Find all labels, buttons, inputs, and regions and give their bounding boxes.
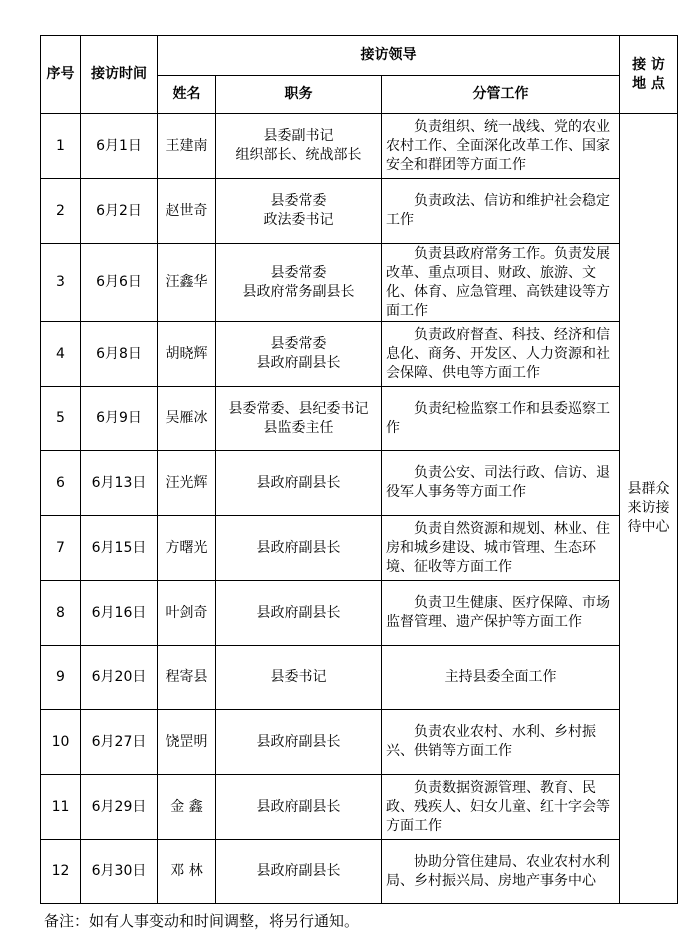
cell-position: 县政府副县长 [216,710,382,775]
cell-name: 叶剑奇 [158,581,216,646]
cell-name: 王建南 [158,114,216,179]
cell-name: 汪鑫华 [158,244,216,322]
cell-seq: 10 [41,710,81,775]
cell-date: 6月29日 [81,775,158,840]
table-row [41,322,678,387]
cell-seq: 5 [41,387,81,451]
cell-duties: 负责县政府常务工作。负责发展改革、重点项目、财政、旅游、文化、体育、应急管理、高铁建设等方面工作 [382,244,620,322]
table-row [41,710,678,775]
cell-date: 6月13日 [81,451,158,516]
cell-date: 6月8日 [81,322,158,387]
cell-date: 6月9日 [81,387,158,451]
cell-date: 6月15日 [81,516,158,581]
header-leader-group: 接访领导 [158,36,620,76]
cell-duties: 协助分管住建局、农业农村水利局、乡村振兴局、房地产事务中心 [382,840,620,904]
header-duties: 分管工作 [382,76,620,114]
table-row [41,179,678,244]
cell-duties: 负责政法、信访和维护社会稳定工作 [382,179,620,244]
cell-name: 胡晓辉 [158,322,216,387]
cell-seq: 6 [41,451,81,516]
cell-name: 赵世奇 [158,179,216,244]
cell-duties: 负责农业农村、水利、乡村振兴、供销等方面工作 [382,710,620,775]
schedule-table [40,35,678,904]
cell-name: 汪光辉 [158,451,216,516]
cell-duties: 负责纪检监察工作和县委巡察工作 [382,387,620,451]
cell-duties: 负责数据资源管理、教育、民政、残疾人、妇女儿童、红十字会等方面工作 [382,775,620,840]
cell-date: 6月27日 [81,710,158,775]
header-name: 姓名 [158,76,216,114]
schedule-body [41,114,678,904]
cell-position: 县委常委 县政府常务副县长 [216,244,382,322]
cell-name: 程寄县 [158,646,216,710]
cell-name: 金 鑫 [158,775,216,840]
header-date: 接访时间 [81,36,158,114]
cell-duties: 负责组织、统一战线、党的农业农村工作、全面深化改革工作、国家安全和群团等方面工作 [382,114,620,179]
table-row [41,840,678,904]
header-seq: 序号 [41,36,81,114]
cell-position: 县委副书记 组织部长、统战部长 [216,114,382,179]
cell-position: 县委书记 [216,646,382,710]
cell-seq: 11 [41,775,81,840]
table-row [41,516,678,581]
cell-duties: 负责卫生健康、医疗保障、市场监督管理、遗产保护等方面工作 [382,581,620,646]
header-position: 职务 [216,76,382,114]
footnote: 备注：如有人事变动和时间调整，将另行通知。 [44,912,360,930]
cell-position: 县委常委 县政府副县长 [216,322,382,387]
table-row [41,646,678,710]
cell-seq: 1 [41,114,81,179]
cell-duties: 负责政府督查、科技、经济和信息化、商务、开发区、人力资源和社会保障、供电等方面工作 [382,322,620,387]
cell-position: 县政府副县长 [216,840,382,904]
table-row [41,451,678,516]
cell-seq: 9 [41,646,81,710]
cell-position: 县政府副县长 [216,516,382,581]
cell-duties: 负责自然资源和规划、林业、住房和城乡建设、城市管理、生态环境、征收等方面工作 [382,516,620,581]
cell-name: 邓 林 [158,840,216,904]
cell-name: 吴雁冰 [158,387,216,451]
cell-date: 6月30日 [81,840,158,904]
cell-date: 6月2日 [81,179,158,244]
cell-seq: 2 [41,179,81,244]
cell-position: 县政府副县长 [216,451,382,516]
cell-position: 县委常委、县纪委书记 县监委主任 [216,387,382,451]
table-row [41,581,678,646]
table-row [41,244,678,322]
table-row [41,114,678,179]
cell-location: 县群众 来访接 待中心 [620,114,678,904]
cell-duties: 主持县委全面工作 [382,646,620,710]
cell-position: 县政府副县长 [216,581,382,646]
table-row [41,775,678,840]
cell-position: 县政府副县长 [216,775,382,840]
cell-position: 县委常委 政法委书记 [216,179,382,244]
cell-date: 6月6日 [81,244,158,322]
cell-date: 6月20日 [81,646,158,710]
cell-seq: 7 [41,516,81,581]
cell-seq: 3 [41,244,81,322]
cell-seq: 8 [41,581,81,646]
cell-name: 饶罡明 [158,710,216,775]
cell-date: 6月16日 [81,581,158,646]
cell-name: 方曙光 [158,516,216,581]
table-row [41,387,678,451]
cell-date: 6月1日 [81,114,158,179]
cell-seq: 12 [41,840,81,904]
cell-duties: 负责公安、司法行政、信访、退役军人事务等方面工作 [382,451,620,516]
header-location: 接 访 地 点 [620,36,678,114]
cell-seq: 4 [41,322,81,387]
